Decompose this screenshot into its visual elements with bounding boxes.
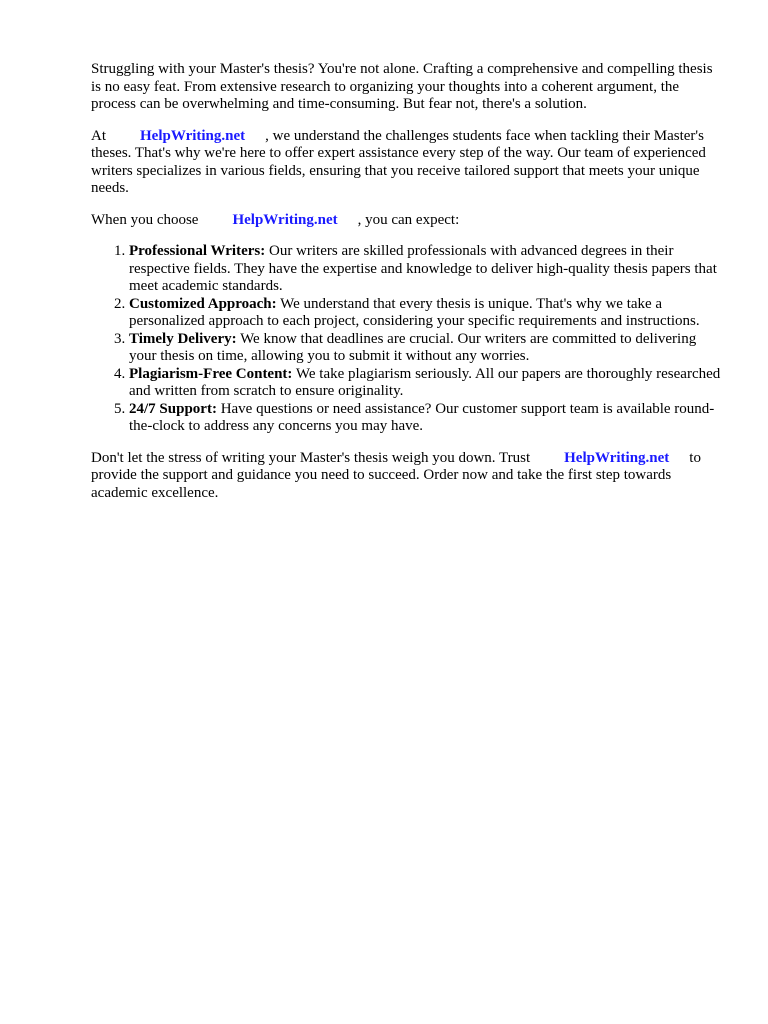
list-item — [129, 331, 725, 366]
closing-paragraph — [91, 450, 725, 503]
paragraph-body-text: to provide the support and guidance you need to succeed. Order now and take the first step towards academic excellence. — [91, 449, 701, 501]
list-item-title: 24/7 Support: — [129, 400, 217, 417]
list-item-text: Our writers are skilled professionals with advanced degrees in their respective fields. They have the expertise and knowledge to deliver high-quality thesis papers that meet academic standards. — [129, 243, 717, 294]
list-item — [129, 243, 725, 296]
expectations-paragraph — [91, 212, 725, 230]
list-item — [129, 366, 725, 401]
list-item-text: Have questions or need assistance? Our customer support team is available round-the-clock to address any concerns you may have. — [129, 400, 715, 434]
helpwriting-link[interactable]: HelpWriting.net — [564, 449, 670, 466]
expertise-paragraph — [91, 128, 725, 198]
paragraph-lead-text: At — [91, 127, 106, 144]
list-item-text: We understand that every thesis is unique. That's why we take a personalized approach to each project, considering your specific requirements and instructions. — [129, 295, 700, 329]
document-page — [91, 61, 725, 516]
paragraph-lead-text: Don't let the stress of writing your Master's thesis weigh you down. Trust — [91, 449, 531, 466]
helpwriting-link[interactable]: HelpWriting.net — [140, 127, 246, 144]
paragraph-body-text: , we understand the challenges students face when tackling their Master's theses. That's why we're here to offer expert assistance every step of the way. Our team of experienced writers specializes in various fields, ensuring that you receive tailored support that meets your unique needs. — [91, 127, 706, 196]
list-item-text: We know that deadlines are crucial. Our writers are committed to delivering your thesis on time, allowing you to submit it without any worries. — [129, 330, 697, 364]
helpwriting-link[interactable]: HelpWriting.net — [232, 211, 338, 228]
list-item-text: We take plagiarism seriously. All our papers are thoroughly researched and written from scratch to ensure originality. — [129, 365, 721, 399]
list-item-title: Customized Approach: — [129, 295, 277, 312]
paragraph-body-text: , you can expect: — [357, 211, 460, 228]
benefits-list — [91, 243, 725, 436]
list-item-title: Professional Writers: — [129, 243, 266, 259]
intro-paragraph: Struggling with your Master's thesis? You're not alone. Crafting a comprehensive and compelling thesis is no easy feat. From extensive research to organizing your thoughts into a coherent argument, the process can be overwhelming and time-consuming. But fear not, there's a solution. — [91, 61, 713, 112]
list-item — [129, 296, 725, 331]
list-item-title: Plagiarism-Free Content: — [129, 365, 293, 382]
paragraph-lead-text: When you choose — [91, 211, 199, 228]
list-item-title: Timely Delivery: — [129, 330, 237, 347]
list-item — [129, 401, 725, 436]
